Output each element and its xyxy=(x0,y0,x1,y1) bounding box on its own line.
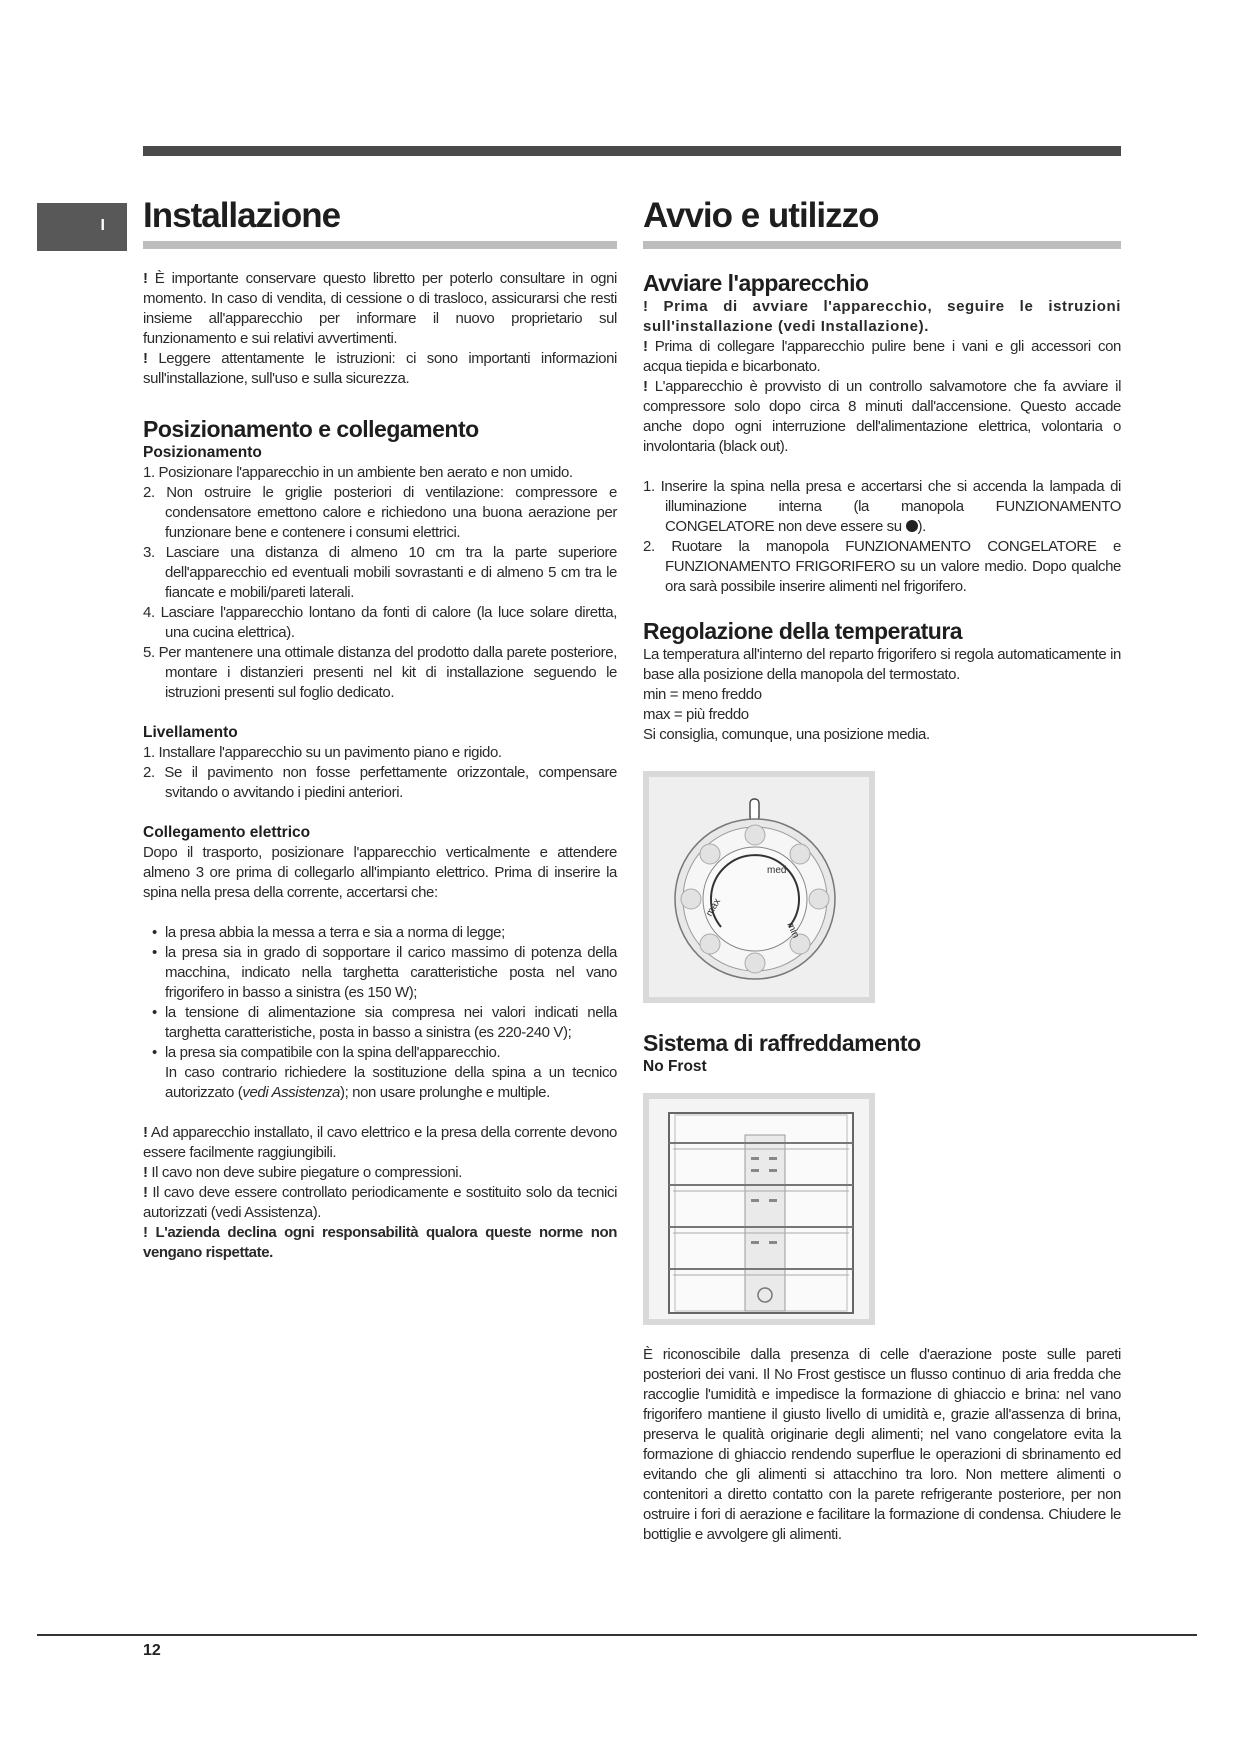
start-note: ! L'apparecchio è provvisto di un controllo salvamotore che fa avviare il compressore solo dopo circa 8 minuti dall'accensione. Questo accade anche dopo ogni interruzione dell'alimentazione elettrica, volontaria o involontaria (black out). xyxy=(643,378,1121,455)
list-item: 4. Lasciare l'apparecchio lontano da fonti di calore (la luce solare diretta, una cucina elettrica). xyxy=(143,604,617,641)
no-frost-illustration xyxy=(643,1093,875,1325)
warning-note: ! Il cavo non deve subire piegature o compressioni. xyxy=(143,1164,462,1181)
electrical-subheading: Collegamento elettrico xyxy=(143,824,311,841)
filled-circle-icon xyxy=(906,520,918,532)
list-item: 5. Per mantenere una ottimale distanza del prodotto dalla parete posteriore, montare i distanzieri presenti nel kit di installazione seguendo le istruzioni presenti sul foglio dedicato. xyxy=(143,644,617,701)
temperature-heading: Regolazione della temperatura xyxy=(643,618,963,644)
final-warning: ! L'azienda declina ogni responsabilità qualora queste norme non vengano rispettate. xyxy=(143,1224,617,1261)
positioning-subheading: Posizionamento xyxy=(143,444,262,461)
thermostat-knob-illustration xyxy=(643,771,875,1003)
warning-note: ! Il cavo deve essere controllato periodicamente e sostituito solo da tecnici autorizzati (vedi Assistenza). xyxy=(143,1184,617,1221)
startup-title: Avvio e utilizzo xyxy=(643,196,879,235)
list-item: • la presa abbia la messa a terra e sia a norma di legge; xyxy=(152,924,505,941)
bottom-rule xyxy=(37,1634,1197,1636)
positioning-list xyxy=(143,463,617,703)
positioning-heading: Posizionamento e collegamento xyxy=(143,416,479,442)
title-rule xyxy=(143,241,617,249)
list-item: 1. Installare l'apparecchio su un pavimento piano e rigido. xyxy=(143,744,502,761)
installation-column xyxy=(143,195,617,1263)
list-item: 2. Se il pavimento non fosse perfettamente orizzontale, compensare svitando o avvitando i piedini anteriori. xyxy=(143,764,617,801)
list-item: • la presa sia in grado di sopportare il carico massimo di potenza della macchina, indicato nella targhetta caratteristiche posta nel vano frigorifero in basso a sinistra (es 150 W); xyxy=(152,944,617,1001)
start-note: ! Prima di collegare l'apparecchio pulire bene i vani e gli accessori con acqua tiepida e bicarbonato. xyxy=(643,338,1121,375)
start-bold-note: ! Prima di avviare l'apparecchio, seguire le istruzioni sull'installazione (vedi Installazione). xyxy=(643,298,1121,335)
knob-label-med: med xyxy=(767,865,787,876)
list-item: 1. Posizionare l'apparecchio in un ambiente ben aerato e non umido. xyxy=(143,464,573,481)
knob-label-max: max xyxy=(704,896,724,919)
temperature-min: min = meno freddo xyxy=(643,686,762,703)
temperature-advice: Si consiglia, comunque, una posizione media. xyxy=(643,726,930,743)
leveling-list xyxy=(143,743,617,803)
temperature-max: max = più freddo xyxy=(643,706,749,723)
cooling-text: È riconoscibile dalla presenza di celle d'aerazione poste sulle pareti posteriori dei vani. Il No Frost gestisce un flusso continuo di aria fredda che raccoglie l'umidità e impedisce la formazione di ghiaccio e brina: nel vano frigorifero mantiene il giusto livello di umidità e, grazie all'assenza di brina, preserva le qualità originarie degli alimenti; nel vano congelatore evita la formazione di ghiaccio rendendo superflue le operazioni di sbrinamento ed evitando che gli alimenti si attacchino tra loro. Non mettere alimenti o contenitori a diretto contatto con la parete refrigerante posteriore, per non ostruire i fori di aerazione e facilitare la formazione di condensa. Chiudere le bottiglie e avvolgere gli alimenti. xyxy=(643,1346,1121,1543)
electrical-text: Dopo il trasporto, posizionare l'apparecchio verticalmente e attendere almeno 3 ore prima di collegarlo all'impianto elettrico. Prima di inserire la spina nella presa della corrente, accertarsi che: xyxy=(143,844,617,901)
list-item: • la tensione di alimentazione sia compresa nei valori indicati nella targhetta caratteristiche, posta in basso a sinistra (es 220-240 V); xyxy=(152,1004,617,1041)
electrical-checklist xyxy=(143,923,617,1063)
title-rule xyxy=(643,241,1121,249)
list-item: 3. Lasciare una distanza di almeno 10 cm tra la parte superiore dell'apparecchio ed eventuali mobili sovrastanti e di almeno 5 cm tra le fiancate e mobili/pareti laterali. xyxy=(143,544,617,601)
start-list xyxy=(643,477,1121,597)
start-heading: Avviare l'apparecchio xyxy=(643,270,869,296)
language-tab-label: I xyxy=(100,217,105,234)
knob-label-min: min xyxy=(784,920,802,940)
warning-note: ! Ad apparecchio installato, il cavo elettrico e la presa della corrente devono essere facilmente raggiungibili. xyxy=(143,1124,617,1161)
installation-title: Installazione xyxy=(143,196,341,235)
startup-column xyxy=(643,195,1121,1545)
cooling-heading: Sistema di raffreddamento xyxy=(643,1030,921,1056)
electrical-continuation: In caso contrario richiedere la sostituzione della spina a un tecnico autorizzato (vedi Assistenza); non usare prolunghe e multiple. xyxy=(165,1064,617,1101)
top-rule xyxy=(143,146,1121,156)
intro-note: ! Leggere attentamente le istruzioni: ci sono importanti informazioni sull'installazione, sull'uso e sulla sicurezza. xyxy=(143,350,617,387)
list-item: 2. Non ostruire le griglie posteriori di ventilazione: compressore e condensatore emettono calore e richiedono una buona aerazione per funzionare bene e contenere i consumi elettrici. xyxy=(143,484,617,541)
page-number: 12 xyxy=(143,1642,161,1659)
list-item: 2. Ruotare la manopola FUNZIONAMENTO CONGELATORE e FUNZIONAMENTO FRIGORIFERO su un valore medio. Dopo qualche ora sarà possibile inserire alimenti nel frigorifero. xyxy=(643,538,1121,595)
temperature-text: La temperatura all'interno del reparto frigorifero si regola automaticamente in base alla posizione della manopola del termostato. xyxy=(643,646,1121,683)
intro-note: ! È importante conservare questo libretto per poterlo consultare in ogni momento. In caso di vendita, di cessione o di trasloco, assicurarsi che resti insieme all'apparecchio per informare il nuovo proprietario sul funzionamento e sui relativi avvertimenti. xyxy=(143,270,617,347)
leveling-subheading: Livellamento xyxy=(143,724,238,741)
cooling-subheading: No Frost xyxy=(643,1058,707,1075)
list-item: 1. Inserire la spina nella presa e accertarsi che si accenda la lampada di illuminazione interna (la manopola FUNZIONAMENTO CONGELATORE non deve essere su ). xyxy=(643,478,1121,535)
language-tab xyxy=(37,203,127,251)
list-item: • la presa sia compatibile con la spina dell'apparecchio. xyxy=(152,1044,501,1061)
